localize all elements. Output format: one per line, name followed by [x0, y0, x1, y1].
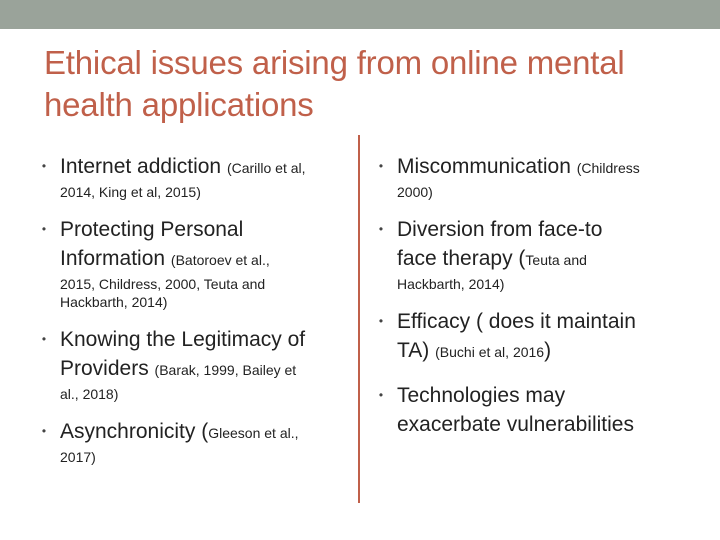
bullet-dot: •	[378, 314, 384, 328]
item-paren-close: )	[544, 339, 552, 362]
item-citation: (Buchi et al, 2016	[435, 344, 545, 360]
bullet-dot: •	[41, 222, 47, 236]
item-citation: Gleeson et al.,	[208, 425, 299, 441]
title-line-1: Ethical issues arising from online mental	[44, 44, 625, 81]
item-text: Technologies may	[397, 384, 566, 407]
item-text: Knowing the Legitimacy of	[60, 328, 306, 351]
item-text-cont: exacerbate vulnerabilities	[397, 413, 634, 436]
bullet-item-legitimacy	[28, 325, 348, 403]
item-citation-cont: 2017)	[60, 449, 96, 465]
item-citation: (Batoroev et al.,	[170, 252, 270, 268]
item-text: Asynchronicity (	[60, 420, 209, 443]
item-text: Diversion from face-to	[397, 218, 603, 241]
item-citation-cont-2: Hackbarth, 2014)	[60, 294, 168, 310]
bullet-item-miscommunication	[365, 152, 695, 201]
bullet-item-efficacy	[365, 307, 695, 367]
slide-title	[44, 42, 684, 126]
item-citation-cont: 2000)	[397, 184, 433, 200]
item-citation-cont: Hackbarth, 2014)	[397, 276, 505, 292]
item-citation: (Childress	[576, 160, 640, 176]
bullet-dot: •	[378, 159, 384, 173]
item-text-cont: face therapy (	[397, 247, 526, 270]
bullet-dot: •	[41, 332, 47, 346]
bullet-dot: •	[41, 424, 47, 438]
item-text-cont: Providers	[60, 357, 149, 380]
bullet-item-protecting-information	[28, 215, 348, 311]
item-text: Protecting Personal	[60, 218, 244, 241]
item-text: Efficacy ( does it maintain	[397, 310, 636, 333]
item-text: Internet addiction	[60, 155, 222, 178]
bullet-item-internet-addiction	[28, 152, 348, 201]
right-column	[365, 152, 695, 453]
item-citation-cont: 2015, Childress, 2000, Teuta and	[60, 276, 266, 292]
bullet-dot: •	[378, 222, 384, 236]
top-bar	[0, 0, 720, 29]
item-citation-cont: 2014, King et al, 2015)	[60, 184, 201, 200]
bullet-item-asynchronicity	[28, 417, 348, 466]
column-divider	[358, 135, 360, 503]
item-citation: (Barak, 1999, Bailey et	[154, 362, 297, 378]
item-text-cont: Information	[60, 247, 166, 270]
item-citation-cont: al., 2018)	[60, 386, 119, 402]
item-citation: Teuta and	[525, 252, 587, 268]
bullet-item-diversion	[365, 215, 695, 293]
title-line-2: health applications	[44, 86, 314, 123]
bullet-dot: •	[41, 159, 47, 173]
item-citation: (Carillo et al,	[226, 160, 306, 176]
left-column	[28, 152, 348, 480]
item-text: Miscommunication	[397, 155, 571, 178]
bullet-dot: •	[378, 388, 384, 402]
item-text-cont: TA)	[397, 339, 430, 362]
bullet-item-technologies	[365, 381, 695, 439]
